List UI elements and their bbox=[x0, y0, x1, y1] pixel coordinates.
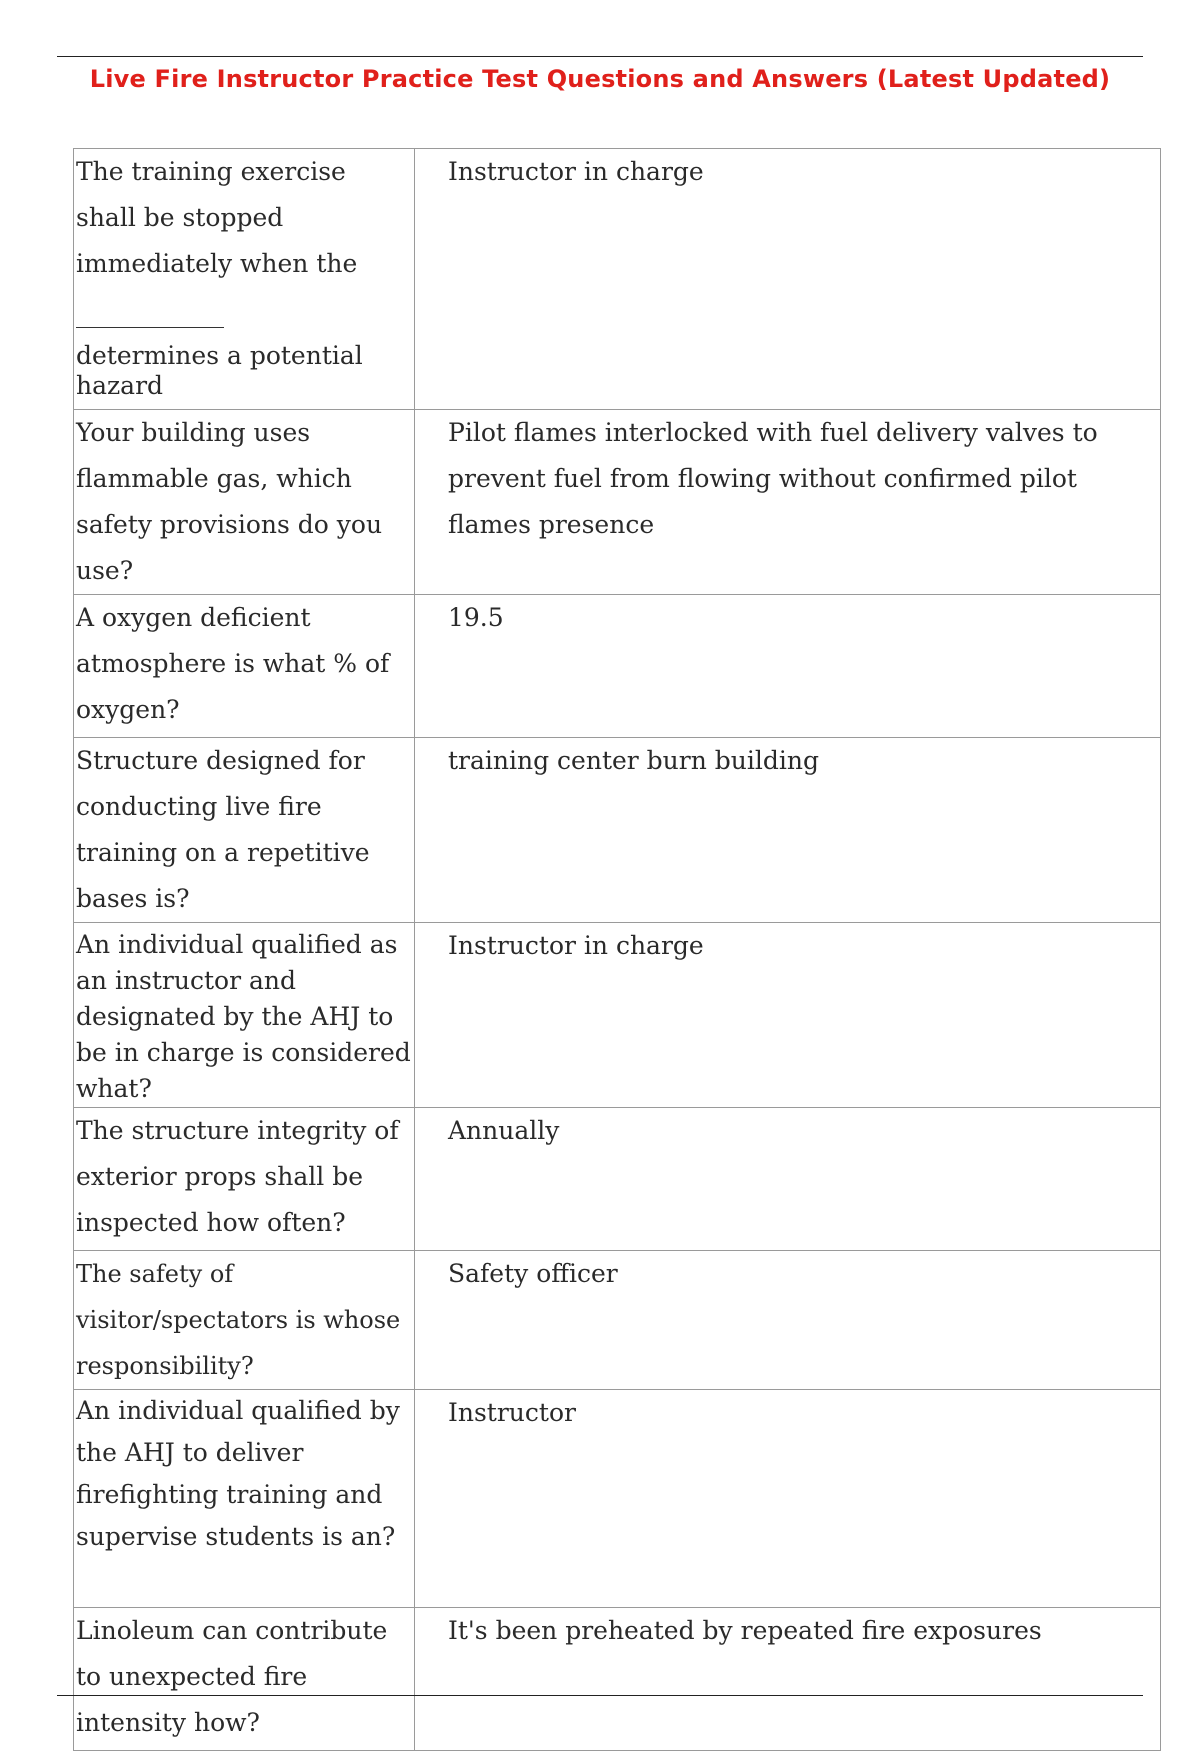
table-row bbox=[74, 923, 1161, 1108]
answer-cell: Instructor in charge bbox=[415, 923, 1161, 1108]
answer-cell: Safety officer bbox=[415, 1251, 1161, 1390]
question-cell: Structure designed for conducting live fire training on a repetitive bases is? bbox=[74, 738, 415, 923]
table-row bbox=[74, 410, 1161, 595]
table-row bbox=[74, 1390, 1161, 1608]
question-cell: An individual qualified as an instructor and designated by the AHJ to be in charge is considered what? bbox=[74, 923, 415, 1108]
answer-cell: training center burn building bbox=[415, 738, 1161, 923]
question-text-start: The training exercise shall be stopped immediately when the bbox=[76, 157, 358, 278]
table-row bbox=[74, 1108, 1161, 1251]
fill-in-blank bbox=[76, 299, 224, 328]
question-cell: The safety of visitor/spectators is whose responsibility? bbox=[74, 1251, 415, 1390]
question-cell: A oxygen deficient atmosphere is what % of oxygen? bbox=[74, 595, 415, 738]
question-cell: Linoleum can contribute to unexpected fire intensity how? bbox=[74, 1608, 415, 1751]
answer-cell: Instructor in charge bbox=[415, 149, 1161, 410]
answer-cell: 19.5 bbox=[415, 595, 1161, 738]
question-cell: An individual qualified by the AHJ to deliver firefighting training and supervise students is an? bbox=[74, 1390, 415, 1608]
question-cell: The structure integrity of exterior props shall be inspected how often? bbox=[74, 1108, 415, 1251]
table-row bbox=[74, 595, 1161, 738]
question-text-end: determines a potential hazard bbox=[76, 341, 363, 400]
answer-cell: Annually bbox=[415, 1108, 1161, 1251]
answer-cell: Instructor bbox=[415, 1390, 1161, 1608]
question-cell: Your building uses flammable gas, which safety provisions do you use? bbox=[74, 410, 415, 595]
table-row bbox=[74, 1251, 1161, 1390]
table-row bbox=[74, 738, 1161, 923]
footer-rule bbox=[57, 1695, 1143, 1696]
document-title: Live Fire Instructor Practice Test Questions and Answers (Latest Updated) bbox=[89, 65, 1111, 93]
answer-cell: Pilot flames interlocked with fuel delivery valves to prevent fuel from flowing without confirmed pilot flames presence bbox=[415, 410, 1161, 595]
table-row bbox=[74, 149, 1161, 410]
answer-cell: It's been preheated by repeated fire exposures bbox=[415, 1608, 1161, 1751]
header-rule bbox=[57, 56, 1143, 57]
qa-table bbox=[73, 148, 1161, 1751]
table-row bbox=[74, 1608, 1161, 1751]
question-cell bbox=[74, 149, 415, 410]
